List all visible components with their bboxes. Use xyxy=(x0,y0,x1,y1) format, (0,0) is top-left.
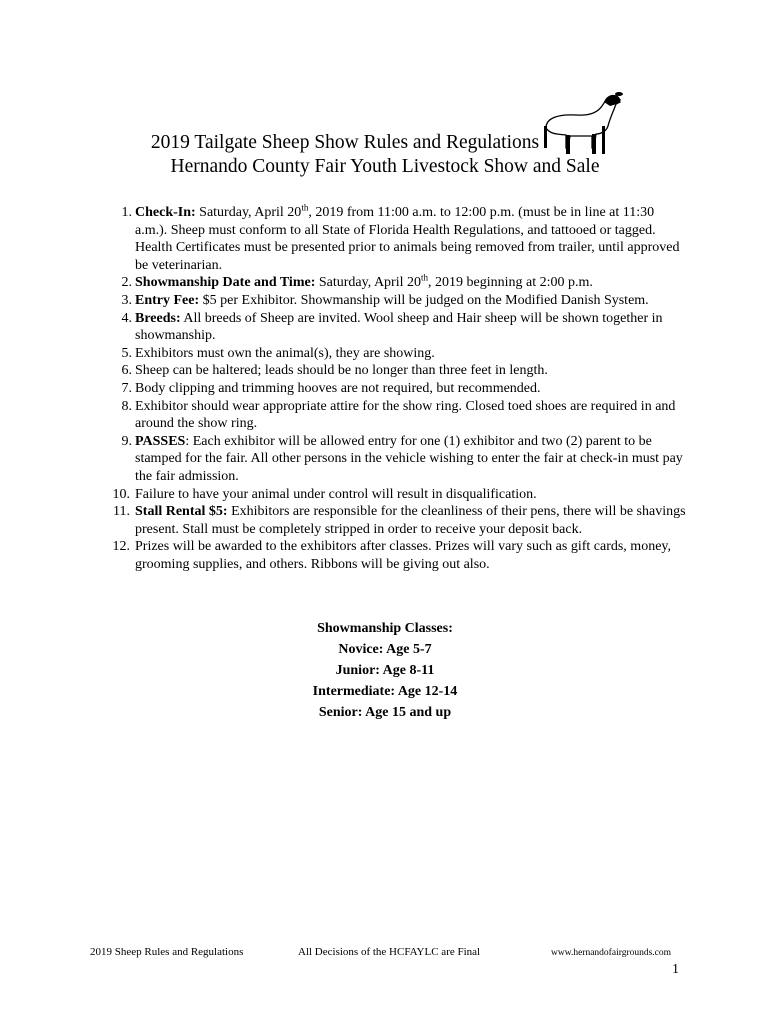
rule-item xyxy=(108,362,688,380)
rule-number: 4. xyxy=(121,310,132,326)
rule-item xyxy=(108,292,688,310)
rule-label: Check-In: xyxy=(135,205,196,220)
rule-number: 9. xyxy=(121,433,132,449)
rule-item xyxy=(108,503,688,538)
rule-text: Sheep can be haltered; leads should be no longer than three feet in length. xyxy=(135,363,548,379)
rule-number: 7. xyxy=(121,380,132,396)
rule-text: All breeds of Sheep are invited. Wool sheep and Hair sheep will be shown together in showmanship. xyxy=(135,310,663,344)
rule-item xyxy=(108,274,688,292)
class-item: Novice: Age 5-7 xyxy=(338,642,432,657)
rule-text-continued: , 2019 beginning at 2:00 p.m. xyxy=(428,275,593,291)
rule-number: 11. xyxy=(113,504,130,520)
rule-item xyxy=(108,538,688,573)
rule-item xyxy=(108,204,688,274)
rule-label: Breeds: xyxy=(135,310,181,326)
rule-item xyxy=(108,398,688,433)
rule-text: Failure to have your animal under control will result in disqualification. xyxy=(135,486,537,502)
rule-item xyxy=(108,345,688,363)
rule-number: 5. xyxy=(121,345,132,361)
page-title: 2019 Tailgate Sheep Show Rules and Regulations xyxy=(150,132,540,153)
rule-number: 2. xyxy=(121,275,132,291)
rule-text: Exhibitors must own the animal(s), they are showing. xyxy=(135,345,435,361)
footer-left: 2019 Sheep Rules and Regulations xyxy=(90,946,244,958)
rule-text: Body clipping and trimming hooves are not required, but recommended. xyxy=(135,380,541,396)
class-item: Senior: Age 15 and up xyxy=(318,705,452,720)
rule-text: Saturday, April 20 xyxy=(315,275,421,291)
rule-number: 12. xyxy=(112,539,130,555)
rule-text: $5 per Exhibitor. Showmanship will be judged on the Modified Danish System. xyxy=(199,292,649,308)
page-number: 1 xyxy=(672,962,679,977)
rule-item xyxy=(108,380,688,398)
rule-label: Stall Rental $5: xyxy=(135,504,228,520)
footer-website: www.hernandofairgrounds.com xyxy=(551,948,672,958)
rule-item xyxy=(108,433,688,486)
rule-number: 10. xyxy=(112,486,130,502)
rule-number: 6. xyxy=(121,363,132,379)
rule-label: PASSES xyxy=(135,433,186,449)
page-subtitle: Hernando County Fair Youth Livestock Show and Sale xyxy=(170,156,600,177)
rule-label: Showmanship Date and Time: xyxy=(135,275,316,291)
rule-item xyxy=(108,310,688,345)
rule-text: Prizes will be awarded to the exhibitors after classes. Prizes will vary such as gift cards, money, grooming supplies, and others. Ribbons will be giving out also. xyxy=(135,539,671,572)
rule-text-continued: , 2019 from 11:00 a.m. to 12:00 p.m. (must be in line at 11:30 a.m.). Sheep must conform to all State of Florida Health Regulations, and tattooed or tagged. Health Certificates must be presented prior to animals being removed from trailer, until approved be veterinarian. xyxy=(135,205,680,273)
class-item: Intermediate: Age 12-14 xyxy=(312,684,458,699)
rule-superscript: th xyxy=(421,272,429,283)
class-item: Junior: Age 8-11 xyxy=(335,663,435,678)
rule-item xyxy=(108,486,688,504)
footer-center: All Decisions of the HCFAYLC are Final xyxy=(298,946,481,958)
showmanship-classes xyxy=(0,618,770,723)
classes-heading: Showmanship Classes: xyxy=(317,621,453,636)
rule-number: 8. xyxy=(121,398,132,414)
rule-text: Exhibitor should wear appropriate attire for the show ring. Closed toed shoes are required in and around the show ring. xyxy=(135,398,676,432)
rule-label: Entry Fee: xyxy=(135,292,200,308)
rules-list xyxy=(108,204,688,573)
rule-superscript: th xyxy=(301,202,309,213)
rule-text: Exhibitors are responsible for the cleanliness of their pens, there will be shavings present. Stall must be completely stripped in order to receive your deposit back. xyxy=(135,504,686,537)
rule-text: : Each exhibitor will be allowed entry for one (1) exhibitor and two (2) parent to be stamped for the fair. All other persons in the vehicle wishing to enter the fair at check-in must pay the fair admission. xyxy=(135,433,683,484)
rule-text: Saturday, April 20 xyxy=(195,205,302,220)
rule-number: 3. xyxy=(121,292,132,308)
rule-number: 1. xyxy=(121,205,132,220)
